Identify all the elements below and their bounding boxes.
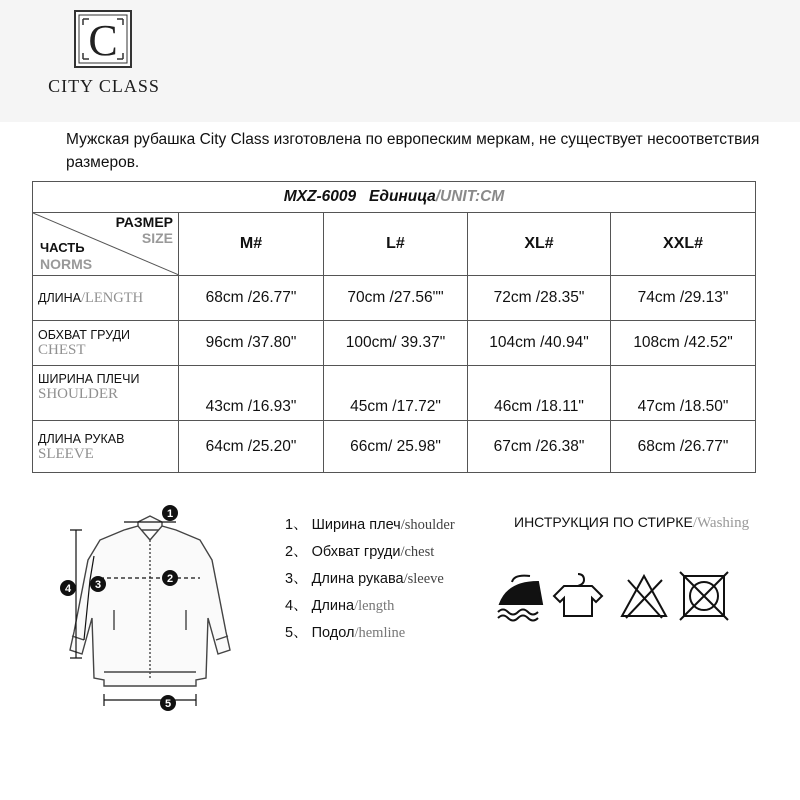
marker-5-label: 5 [164,698,172,710]
legend-ru: Длина [311,598,355,614]
table-cell: 72cm /28.35" [468,276,611,321]
table-cell: 104cm /40.94" [468,321,611,366]
legend-ru: Обхват груди [311,544,401,560]
table-row-length [33,276,756,321]
measurement-legend [285,512,455,647]
legend-item [285,593,455,620]
logo-letter: C [88,16,118,65]
table-cell: 68cm /26.77" [179,276,324,321]
unit-en: /UNIT:CM [435,188,505,205]
legend-item [285,539,455,566]
marker-4-label: 4 [64,583,72,595]
row-label-ru: ДЛИНА [38,290,82,305]
table-cell: 96cm /37.80" [179,321,324,366]
legend-num: 2、 [285,544,308,560]
marker-2-label: 2 [166,573,174,585]
washing-title-en: /Washing [692,515,750,531]
legend-num: 1、 [285,517,308,533]
iron-icon [498,576,542,621]
row-label [33,321,179,366]
no-bleach-icon [622,576,666,618]
size-chart-table [32,181,756,473]
legend-num: 4、 [285,598,308,614]
table-cell: 45cm /17.72" [324,366,468,421]
row-label-en: CHEST [38,342,86,358]
row-label-en: SHOULDER [38,386,119,402]
legend-item [285,566,455,593]
corner-part-ru: ЧАСТЬ [40,240,85,255]
corner-size-ru: РАЗМЕР [115,214,173,230]
unit-ru: Единица [369,188,436,205]
row-label-ru: ДЛИНА РУКАВ [38,431,125,446]
size-header: M# [179,213,324,276]
table-cell: 64cm /25.20" [179,421,324,473]
row-label-ru: ШИРИНА ПЛЕЧИ [38,372,140,386]
legend-en: /chest [400,544,435,560]
table-cell: 70cm /27.56"" [324,276,468,321]
jacket-measurement-diagram [50,500,250,725]
table-cell: 66cm/ 25.98" [324,421,468,473]
legend-ru: Длина рукава [311,571,404,587]
model-code: MXZ-6009 [283,188,357,205]
table-cell: 100cm/ 39.37" [324,321,468,366]
row-label-ru: ОБХВАТ ГРУДИ [38,328,131,342]
row-label-en: /LENGTH [81,289,144,306]
table-cell: 43cm /16.93" [179,366,324,421]
washing-icons [494,570,754,635]
table-title-row [33,182,756,213]
legend-ru: Ширина плеч [311,517,401,533]
row-label [33,421,179,473]
size-header: XXL# [611,213,756,276]
legend-ru: Подол [311,625,355,641]
table-cell: 74cm /29.13" [611,276,756,321]
corner-header-cell [33,213,179,276]
brand-name: CITY CLASS [48,76,160,96]
table-row-chest [33,321,756,366]
table-cell: 47cm /18.50" [611,366,756,421]
corner-size-en: SIZE [141,230,173,246]
table-title [33,182,756,213]
row-label [33,276,179,321]
marker-3-label: 3 [94,579,102,591]
washing-title [514,514,749,532]
table-header-row [33,213,756,276]
corner-part-en: NORMS [40,256,93,272]
marker-1-label: 1 [166,508,174,520]
city-class-logo [74,10,132,73]
legend-item [285,620,455,647]
legend-en: /sleeve [403,571,444,587]
washing-title-ru: ИНСТРУКЦИЯ ПО СТИРКЕ [514,514,693,530]
legend-item [285,512,455,539]
size-header: XL# [468,213,611,276]
table-cell: 67cm /26.38" [468,421,611,473]
size-header: L# [324,213,468,276]
legend-en: /hemline [354,625,406,641]
table-cell: 46cm /18.11" [468,366,611,421]
table-row-sleeve [33,421,756,473]
row-label-en: SLEEVE [38,445,94,462]
legend-num: 3、 [285,571,308,587]
table-cell: 108cm /42.52" [611,321,756,366]
table-cell: 68cm /26.77" [611,421,756,473]
row-label [33,366,179,421]
no-tumble-dry-icon [680,572,728,620]
intro-text: Мужская рубашка City Class изготовлена по европеским меркам, не существует несоответствия размеров. [66,131,760,171]
legend-num: 5、 [285,625,308,641]
table-row-shoulder [33,366,756,421]
legend-en: /length [354,598,395,614]
hang-dry-icon [554,574,602,616]
legend-en: /shoulder [400,517,455,533]
